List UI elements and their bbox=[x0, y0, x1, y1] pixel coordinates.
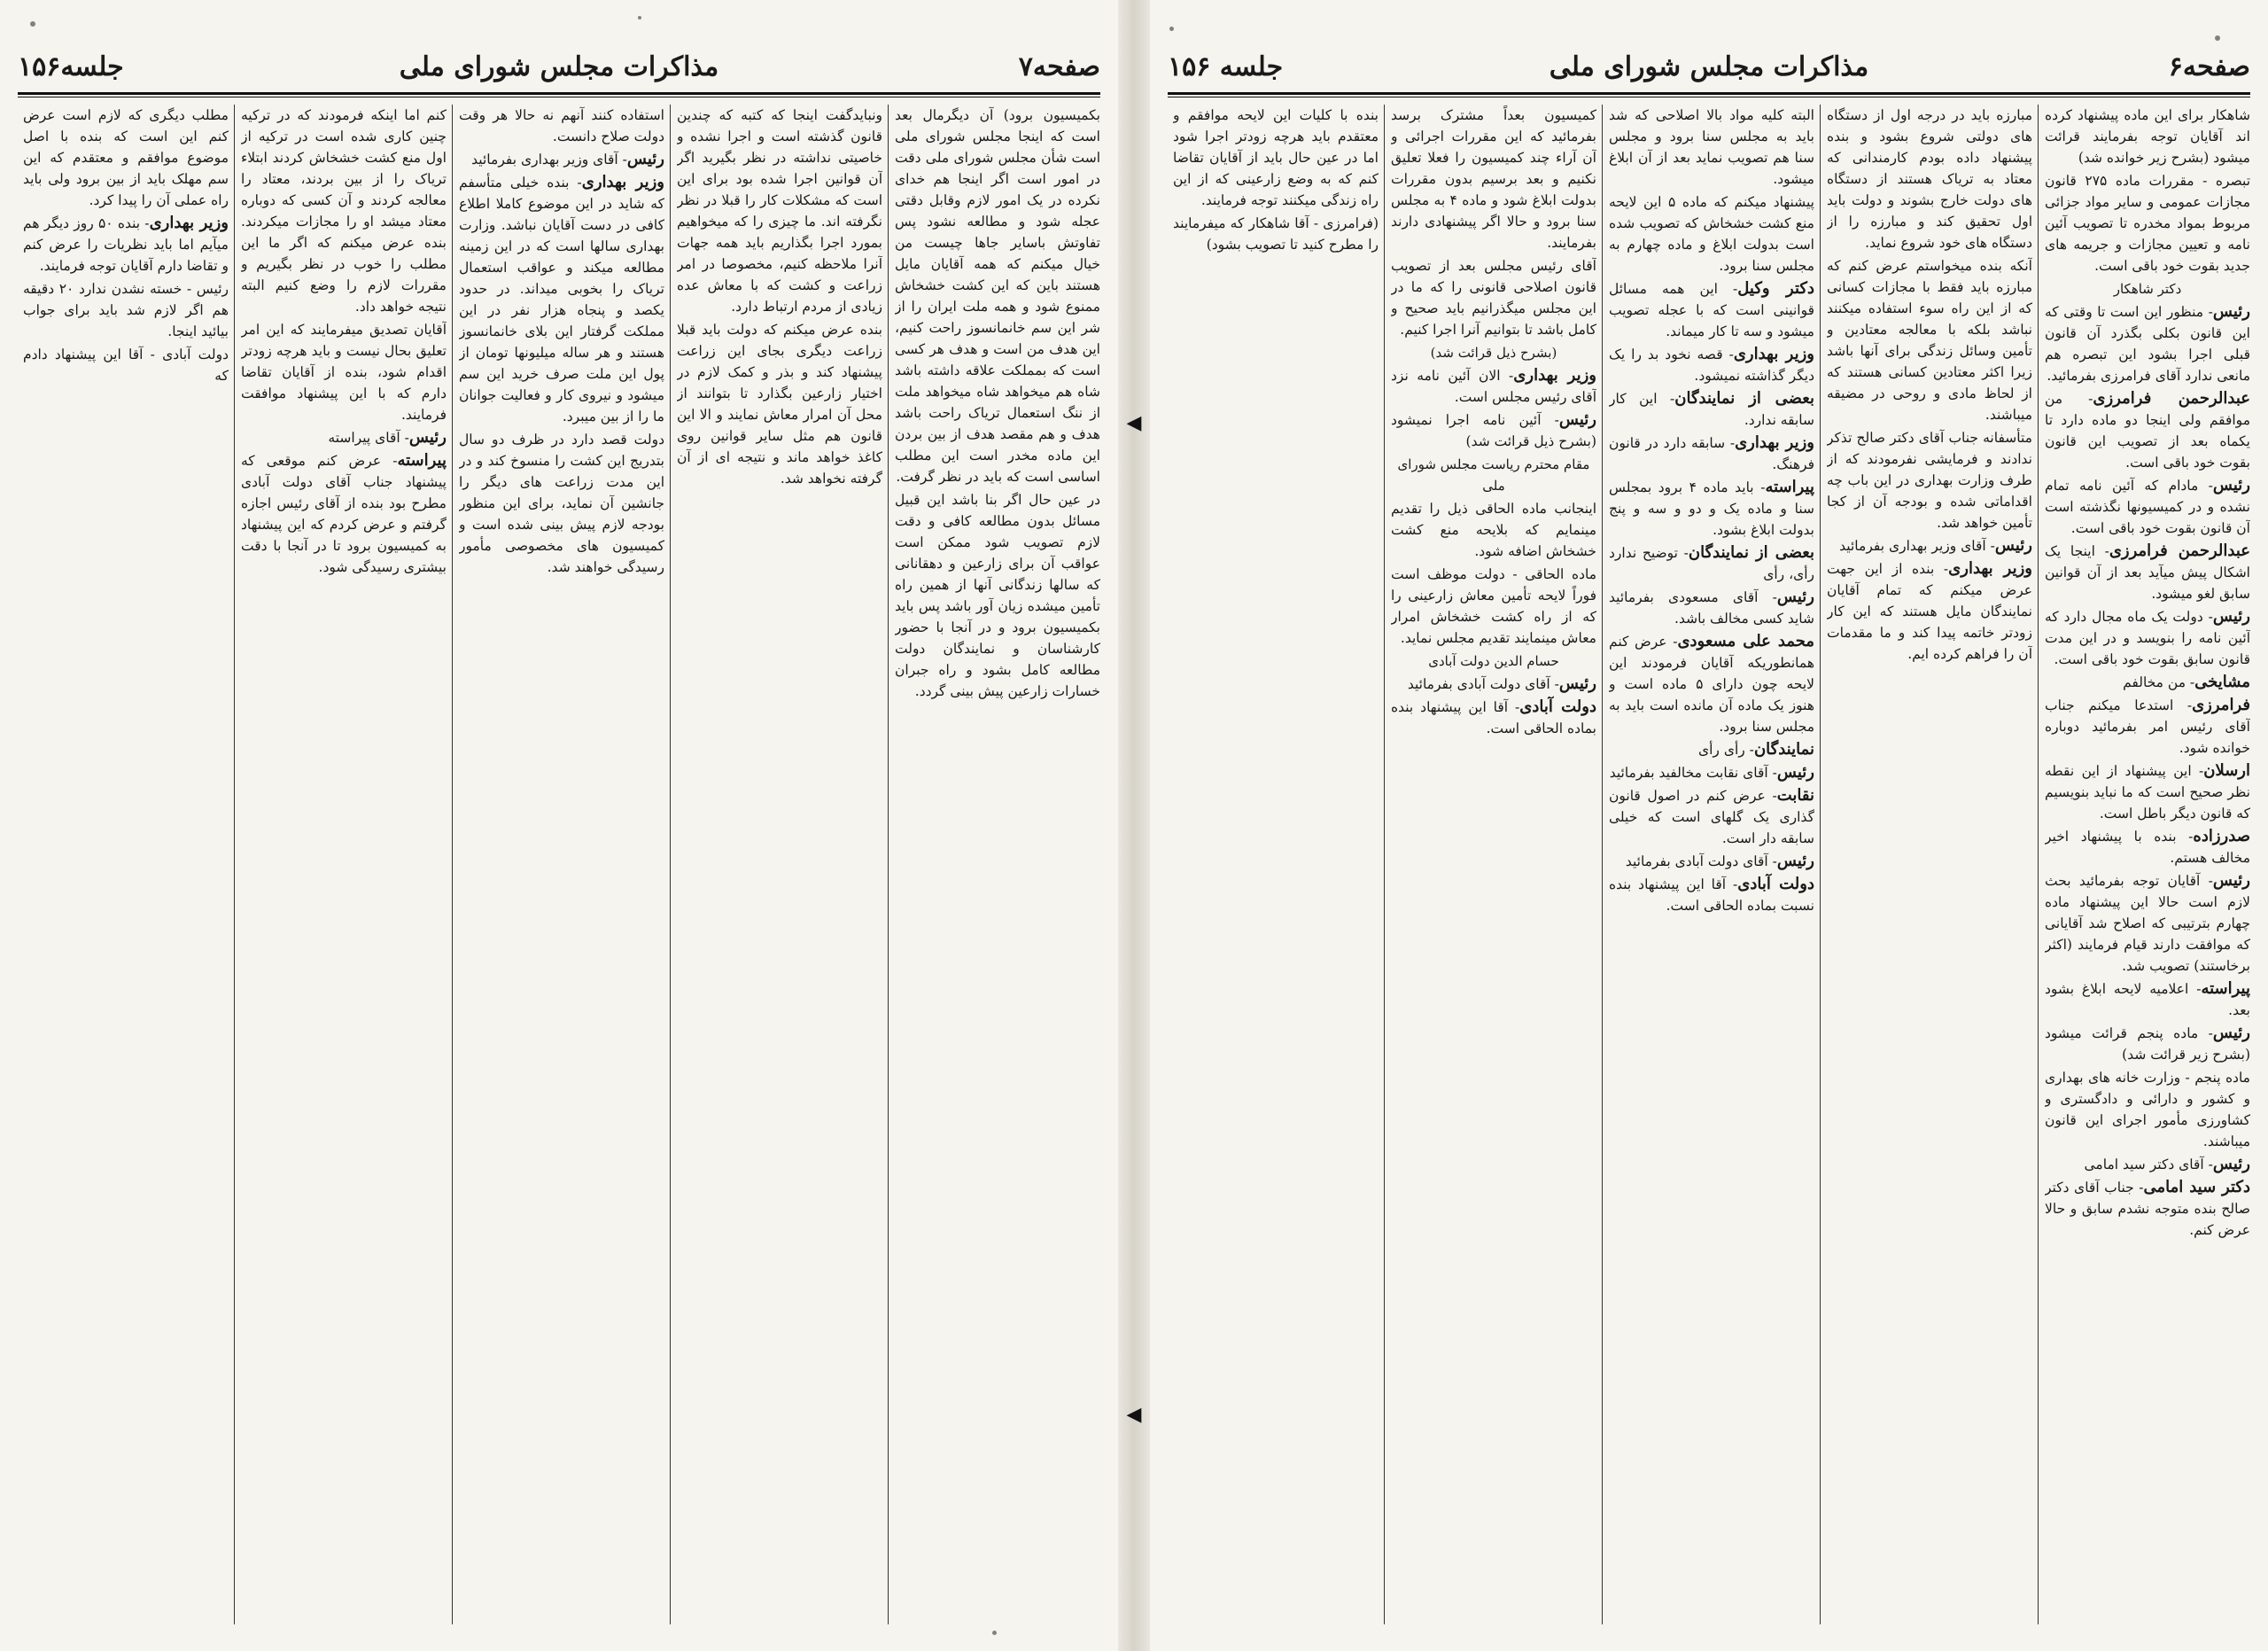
speaker-name: رئیس bbox=[1776, 763, 1814, 782]
speaker-name: پیراسته bbox=[1765, 478, 1814, 496]
text-column-2 bbox=[677, 105, 882, 1624]
column-divider bbox=[1384, 105, 1385, 1624]
paragraph-text: - آقای وزیر بهداری بفرمائید bbox=[471, 152, 627, 167]
paragraph bbox=[23, 278, 229, 342]
paragraph-text: - بنده با پیشنهاد اخیر مخالف هستم. bbox=[2045, 829, 2250, 866]
paragraph bbox=[677, 319, 882, 489]
paragraph bbox=[2045, 826, 2250, 868]
paragraph bbox=[241, 450, 447, 578]
speaker-name: صدرزاده bbox=[2193, 827, 2250, 845]
speaker-name: دولت آبادی bbox=[1737, 875, 1814, 893]
paragraph-text: - آقا این پیشنهاد بنده نسبت بماده الحاقی است. bbox=[1609, 876, 1814, 914]
paragraph-text: - آقای پیراسته bbox=[328, 430, 409, 446]
paragraph bbox=[1609, 105, 1814, 190]
column-divider bbox=[888, 105, 889, 1624]
footer-fragment: دولت آبادی - آقا این پیشنهاد دادم که bbox=[23, 347, 229, 384]
column-divider bbox=[2038, 105, 2039, 1624]
paragraph-text: - استدعا میکنم جناب آقای رئیس امر بفرمائید دوباره خوانده شود. bbox=[2045, 697, 2250, 756]
paragraph-text: - رأی رأی bbox=[1697, 742, 1754, 758]
paragraph bbox=[1391, 409, 1596, 452]
paragraph-text: - این کار سابقه ندارد. bbox=[1609, 391, 1814, 428]
speaker-name: وزیر بهداری bbox=[1735, 433, 1814, 452]
speaker-name: فرامرزی bbox=[2192, 696, 2250, 714]
paragraph bbox=[2045, 695, 2250, 759]
paragraph bbox=[1609, 542, 1814, 585]
paragraph-text: کنم اما اینکه فرمودند که در ترکیه چنین کاری شده است در ترکیه از اول منع کشت خشخاش کردند ابتلاء تریاک را از بین بردند، معتاد را معالجه کردند و آن کسی که دوباره معتاد میشد او را مجازات میکردند. بنده عرض میکنم که اگر ما این مطلب را خوب در نظر بگیریم و مقررات لازم را وضع کنیم البته نتیجه خواهد داد. bbox=[241, 107, 447, 315]
paragraph-text: - دولت یک ماه مجال دارد که آئین نامه را بنویسد و در این مدت قانون سابق بقوت خود باقی است. bbox=[2045, 609, 2250, 667]
paragraph bbox=[1827, 255, 2032, 425]
scan-speck bbox=[1169, 27, 1174, 31]
paragraph bbox=[2045, 606, 2250, 670]
paragraph bbox=[2045, 1023, 2250, 1065]
paragraph bbox=[2045, 870, 2250, 977]
paragraph-text: - اینجا یک اشکال پیش میآید بعد از آن قوانین سابق لغو میشود. bbox=[2045, 543, 2250, 602]
paragraph bbox=[1609, 739, 1814, 760]
column-divider bbox=[1820, 105, 1821, 1624]
paragraph-text: (فرامرزی - آقا شاهکار که میفرمایند را مطرح کنید تا تصویب بشود) bbox=[1173, 215, 1379, 253]
paragraph bbox=[459, 105, 664, 147]
session-number-label: جلسه ۱۵۶ bbox=[1168, 51, 1284, 82]
arrow-mark-icon: ◀ bbox=[1126, 1404, 1142, 1426]
speaker-name: عبدالرحمن فرامرزی bbox=[2109, 541, 2250, 560]
paragraph bbox=[23, 344, 229, 386]
paragraph bbox=[1609, 191, 1814, 276]
paragraph-text: تبصره - مقررات ماده ۲۷۵ قانون مجازات عمومی و سایر مواد جزائی مربوط بمواد مخدره تا تصویب آئین نامه و تعیین مجازات و جریمه های جدید بقوت خود باقی است. bbox=[2045, 173, 2250, 274]
paragraph bbox=[1609, 785, 1814, 849]
paragraph-text: آقایان تصدیق میفرمایند که این امر تعلیق بحال نیست و باید هرچه زودتر اقدام شود، بنده از آقایان تقاضا دارم که با این پیشنهاد موافقت فرمایند. bbox=[241, 322, 447, 423]
text-column-2 bbox=[1827, 105, 2032, 1624]
speaker-name: رئیس bbox=[626, 150, 664, 168]
right-page-header bbox=[1168, 46, 2250, 89]
paragraph bbox=[1609, 874, 1814, 916]
paragraph-text: مبارزه باید در درجه اول از دستگاه های دولتی شروع بشود و بنده پیشنهاد داده بودم کارمندانی که معتاد به تریاک هستند از دستگاه های دولت خارج بشوند و دولت باید اول تحقیق کند و مبارزه را از دستگاه های خود شروع نماید. bbox=[1827, 107, 2032, 251]
speaker-name: رئیس bbox=[2212, 607, 2250, 626]
speaker-name: عبدالرحمن فرامرزی bbox=[2093, 389, 2250, 408]
paragraph bbox=[895, 489, 1100, 702]
text-column-5 bbox=[23, 105, 229, 1624]
paragraph-text: - آقای دولت آبادی بفرمائید bbox=[1407, 676, 1559, 692]
speaker-name: رئیس bbox=[1994, 536, 2032, 555]
paragraph-text: (بشرح ذیل قرائت شد) bbox=[1430, 345, 1557, 361]
paragraph-text: بکمیسیون برود) آن دیگرمال بعد است که اینجا مجلس شورای ملی است شأن مجلس شورای ملی دقت در امور است اگر اینجا هم خدای نکرده در یک امور لازم وقابل دقتی عجله شود و مطالعه نشود پس تفاوتش باسایر جاها چیست من خیال میکنم که همه آقایان مایل هستند باین که این کشت خشخاش ممنوع شود و همه ملت ایران را از شر این سم خانمانسوز راحت کنیم، این هدف من است و هدف هر کسی است که بمملکت علاقه داشته باشد شاه هم میخواهد شاه میخواهد ملت از ننگ استعمال تریاک راحت باشد هدف و هم مقصد هدف از بین بردن این ماده مخدر است این مطلب اساسی است که باید در نظر گرفت. bbox=[895, 107, 1100, 485]
paragraph bbox=[1391, 650, 1596, 672]
paragraph-text: استفاده کنند آنهم نه حالا هر وقت دولت صلاح دانست. bbox=[459, 107, 664, 144]
left-page-header bbox=[18, 46, 1100, 89]
paragraph bbox=[2045, 388, 2250, 473]
text-column-1 bbox=[2045, 105, 2250, 1624]
paragraph-text: مطلب دیگری که لازم است عرض کنم این است که بنده با اصل موضوع موافقم و معتقدم که این سم مهلک باید از بین برود ولی باید راه عملی آن را پیدا کرد. bbox=[23, 107, 229, 208]
column-divider bbox=[452, 105, 453, 1624]
paragraph bbox=[459, 172, 664, 427]
speaker-name: دکتر سید امامی bbox=[2143, 1178, 2250, 1196]
speaker-name: دولت آبادی bbox=[1519, 697, 1596, 716]
paragraph bbox=[1391, 498, 1596, 562]
paragraph bbox=[2045, 1177, 2250, 1241]
paragraph-text: - عرض کنم در اصول قانون گذاری یک گلهای است که خیلی سابقه دار است. bbox=[1609, 788, 1814, 846]
paragraph bbox=[1173, 213, 1379, 255]
paragraph-text: - عرض کنم همانطوریکه آقایان فرمودند این لایحه چون دارای ۵ ماده است و هنوز یک ماده آن مانده است باید به مجلس سنا برود. bbox=[1609, 634, 1814, 735]
paragraph bbox=[1391, 342, 1596, 363]
masthead-title: مذاکرات مجلس شورای ملی bbox=[1549, 51, 1869, 82]
paragraph-text: - آقایان توجه بفرمائید بحث لازم است حالا این پیشنهاد ماده چهارم بترتیبی که اصلاح شد آقایانی که موافقت دارند قیام فرمایند (اکثر برخاستند) تصویب شد. bbox=[2045, 873, 2250, 974]
masthead-title: مذاکرات مجلس شورای ملی bbox=[399, 51, 719, 82]
paragraph-text: - توضیح ندارد رأی، رأی bbox=[1609, 545, 1814, 582]
paragraph-text: پیشنهاد میکنم که ماده ۵ این لایحه منع کشت خشخاش که تصویب شده است بدولت ابلاغ و ماده چهارم به مجلس سنا برود. bbox=[1609, 194, 1814, 274]
paragraph bbox=[1609, 344, 1814, 386]
paragraph bbox=[2045, 105, 2250, 168]
text-column-4 bbox=[1391, 105, 1596, 1624]
left-page-columns bbox=[18, 105, 1100, 1624]
paragraph-text: شاهکار برای این ماده پیشنهاد کرده اند آقایان توجه بفرمایند قرائت میشود (بشرح زیر خوانده شد) bbox=[2045, 107, 2250, 166]
paragraph-text: آقای رئیس مجلس بعد از تصویب قانون اصلاحی قانونی را که ما در این مجلس میگذرانیم باید صحیح و کامل باشد تا بتوانیم آنرا اجرا کنیم. bbox=[1391, 258, 1596, 338]
paragraph-text: حسام الدین دولت آبادی bbox=[1428, 653, 1559, 669]
paragraph bbox=[1391, 564, 1596, 649]
speaker-name: رئیس bbox=[2212, 1024, 2250, 1042]
footer-fragment: رئیس - خسته نشدن ندارد ۲۰ دقیقه هم اگر لازم شد باید برای جواب بیائید اینجا. bbox=[23, 281, 229, 339]
speaker-name: نقابت bbox=[1776, 786, 1814, 805]
page-number-label: صفحه۷ bbox=[1018, 51, 1100, 82]
paragraph bbox=[1391, 105, 1596, 253]
paragraph bbox=[895, 105, 1100, 487]
right-page-columns bbox=[1168, 105, 2250, 1624]
paragraph bbox=[459, 429, 664, 578]
paragraph bbox=[459, 149, 664, 170]
paragraph bbox=[23, 213, 229, 276]
paragraph bbox=[23, 105, 229, 211]
paragraph-text: دکتر شاهکار bbox=[2113, 281, 2182, 297]
paragraph-text: بنده با کلیات این لایحه موافقم و معتقدم باید هرچه زودتر اجرا شود اما در عین حال باید از آقایان تقاضا کنم که به وضع زارعینی که از این راه زندگی میکنند توجه فرمایند. bbox=[1173, 107, 1379, 208]
speaker-name: رئیس bbox=[1776, 588, 1814, 606]
speaker-name: وزیر بهداری bbox=[581, 173, 664, 191]
speaker-name: پیراسته bbox=[2201, 979, 2250, 998]
paragraph-text: - قصه نخود بد را یک دیگر گذاشته نمیشود. bbox=[1609, 347, 1814, 384]
column-divider bbox=[1602, 105, 1603, 1624]
speaker-name: رئیس bbox=[408, 428, 447, 447]
paragraph bbox=[677, 105, 882, 317]
speaker-name: بعضی از نمایندگان bbox=[1674, 389, 1814, 408]
paragraph bbox=[2045, 278, 2250, 300]
speaker-name: ارسلان bbox=[2203, 761, 2250, 780]
speaker-name: رئیس bbox=[1558, 674, 1596, 693]
text-column-1 bbox=[895, 105, 1100, 1624]
paragraph-text: - آقای مسعودی بفرمائید شاید کسی مخالف باشد. bbox=[1609, 589, 1814, 627]
paragraph bbox=[241, 319, 447, 425]
paragraph-text: - سابقه دارد در قانون فرهنگ. bbox=[1609, 435, 1814, 472]
paragraph-text: - عرض کنم موقعی که پیشنهاد جناب آقای دولت آبادی مطرح بود بنده از آقای رئیس اجازه گرفتم و عرض کردم که این پیشنهاد به کمیسیون برود تا در آنجا با دقت بیشتری رسیدگی شود. bbox=[241, 453, 447, 575]
speaker-name: مشایخی bbox=[2194, 673, 2250, 691]
paragraph bbox=[1609, 432, 1814, 475]
paragraph-text: بنده عرض میکنم که دولت باید قبلا زراعت دیگری بجای این زراعت پیشنهاد کند و بذر و کمک لازم در اختیار زارعین بگذارد تا بتوانند از محل آن امرار معاش نمایند و الا این قانون هم مثل سایر قوانین روی کاغذ خواهد ماند و نتیجه ای از آن گرفته نخواهد شد. bbox=[677, 322, 882, 487]
paragraph bbox=[1827, 427, 2032, 533]
paragraph-text: - من موافقم ولی اینجا دو ماده دارد تا یکماه بعد از تصویب این قانون بقوت خود باقی است. bbox=[2045, 391, 2250, 471]
paragraph-text: - آقای دکتر سید امامی bbox=[2084, 1156, 2213, 1172]
paragraph-text: ونبایدگفت اینجا که کتبه که چندین قانون گذشته است و اجرا نشده و خاصیتی نداشته در نظر بگیرید اگر آن قوانین اجرا شده بود برای این است که مشکلات کار را قبلا در نظر نگرفته اند. ما چیزی را که میخواهیم بمورد اجرا بگذاریم باید همه جهات آنرا ملاحظه کنیم، مخصوصا در امر زراعت و کشت که با معاش عده زیادی از مردم ارتباط دارد. bbox=[677, 107, 882, 315]
paragraph-text: - آقای نقابت مخالفید بفرمائید bbox=[1609, 765, 1777, 781]
paragraph bbox=[2045, 1067, 2250, 1152]
paragraph-text: مقام محترم ریاست مجلس شورای ملی bbox=[1397, 456, 1590, 494]
paragraph-text: دولت قصد دارد در ظرف دو سال بتدریج این کشت را منسوخ کند و در این مدت زراعت های دیگر را جانشین آن نماید، برای این منظور بودجه لازم پیش بینی شده است و کمیسیون های مخصوصی مأمور رسیدگی خواهند شد. bbox=[459, 432, 664, 575]
paragraph bbox=[241, 105, 447, 317]
paragraph-text: - آقا این پیشنهاد بنده بماده الحاقی است. bbox=[1391, 699, 1596, 736]
paragraph bbox=[2045, 1154, 2250, 1175]
page-number-label: صفحه۶ bbox=[2168, 51, 2250, 82]
paragraph-text: - این همه مسائل قوانینی است که با عجله تصویب میشود و سه تا کار میماند. bbox=[1609, 281, 1814, 339]
speaker-name: رئیس bbox=[2212, 476, 2250, 495]
paragraph bbox=[1827, 105, 2032, 253]
scan-speck bbox=[638, 16, 641, 19]
binding-gutter bbox=[1118, 0, 1150, 1651]
text-column-3 bbox=[1609, 105, 1814, 1624]
column-divider bbox=[670, 105, 671, 1624]
text-column-3 bbox=[459, 105, 664, 1624]
scan-speck bbox=[2215, 35, 2220, 41]
paragraph-text: - بنده ۵۰ روز دیگر هم میآیم اما باید نظریات را عرض کنم و تقاضا دارم آقایان توجه فرمایند. bbox=[23, 215, 229, 274]
paragraph-text: - مادام که آئین نامه تمام نشده و در کمیسیونها نگذشته است آن قانون بقوت خود باقی است. bbox=[2045, 478, 2250, 536]
paragraph-text: - من مخالفم bbox=[2123, 674, 2195, 690]
text-column-5 bbox=[1173, 105, 1379, 1624]
header-rule bbox=[18, 92, 1100, 95]
speaker-name: وزیر بهداری bbox=[149, 214, 229, 232]
speaker-name: رئیس bbox=[2212, 871, 2250, 890]
right-page bbox=[1150, 0, 2268, 1651]
speaker-name: پیراسته bbox=[397, 451, 447, 470]
paragraph-text: اینجانب ماده الحاقی ذیل را تقدیم مینمایم که بلایحه منع کشت خشخاش اضافه شود. bbox=[1391, 501, 1596, 559]
paragraph-text: - اعلامیه لایحه ابلاغ بشود بعد. bbox=[2045, 981, 2250, 1018]
paragraph bbox=[1391, 454, 1596, 496]
paragraph-text: - منظور این است تا وقتی که این قانون بکلی بگذرد آن قانون قبلی اجرا بشود این تبصره هم مانعی ندارد آقای فرامرزی بفرمائید. bbox=[2045, 304, 2250, 384]
paragraph bbox=[1609, 631, 1814, 737]
paragraph bbox=[1609, 278, 1814, 342]
paragraph-text: آنکه بنده میخواستم عرض کنم که مبارزه باید فقط با مجازات کسانی که از این راه سوء استفاده میکنند نباشد بلکه با معالجه معتادین و تأمین وسائل زندگی برای آنها باشد زیرا اکثر معتادین کسانی هستند که از لحاظ مادی و روحی در مضیقه میباشند. bbox=[1827, 258, 2032, 423]
session-number-label: جلسه۱۵۶ bbox=[18, 51, 124, 82]
paragraph bbox=[1609, 388, 1814, 431]
arrow-mark-icon: ◀ bbox=[1126, 412, 1142, 434]
paragraph-text: - بنده خیلی متأسفم که شاید در این موضوع کاملا اطلاع کافی در دست آقایان نباشد. وزارت بهداری سالها است که در این زمینه مطالعه میکند و عواقب استعمال تریاک را بخوبی میداند. در حدود یکصد و پنجاه هزار نفر در این مملکت گرفتار این بلای خانمانسوز هستند و هر ساله میلیونها تومان از پول این ملت صرف خرید این سم میشود و نیروی کار و فعالیت جوانان ما را از بین میبرد. bbox=[459, 175, 664, 424]
speaker-name: محمد علی مسعودی bbox=[1677, 632, 1814, 650]
paragraph bbox=[1391, 697, 1596, 739]
paragraph bbox=[2045, 978, 2250, 1021]
paragraph bbox=[241, 427, 447, 448]
paragraph-text: در عین حال اگر بنا باشد این قبیل مسائل بدون مطالعه کافی و دقت لازم تصویب شود ممکن است عواقب آن برای زارعین و دهقانانی که سالها زندگانی آنها از همین راه تأمین میشده زیان آور باشد پس باید بکمیسیون برود و در آنجا با حضور کارشناسان و نمایندگان دولت مطالعه کامل بشود و راه جبران خسارات زارعین پیش بینی گردد. bbox=[895, 492, 1100, 699]
paragraph bbox=[1609, 762, 1814, 783]
paragraph-text: - آقای دولت آبادی بفرمائید bbox=[1625, 853, 1777, 869]
paragraph bbox=[2045, 760, 2250, 824]
paragraph bbox=[2045, 301, 2250, 386]
paragraph bbox=[2045, 672, 2250, 693]
paragraph-text: - آئین نامه اجرا نمیشود (بشرح ذیل قرائت شد) bbox=[1391, 412, 1596, 449]
paragraph-text: - آقای وزیر بهداری بفرمائید bbox=[1839, 538, 1995, 554]
paragraph-text: - باید ماده ۴ برود بمجلس سنا و ماده یک و دو و سه و پنج بدولت ابلاغ بشود. bbox=[1609, 479, 1814, 538]
speaker-name: رئیس bbox=[2212, 1155, 2250, 1173]
speaker-name: بعضی از نمایندگان bbox=[1688, 543, 1814, 562]
scan-speck bbox=[992, 1631, 997, 1635]
paragraph bbox=[1391, 674, 1596, 695]
paragraph bbox=[2045, 170, 2250, 276]
paragraph-text: البته کلیه مواد بالا اصلاحی که شد باید به مجلس سنا برود و مجلس سنا هم تصویب نماید بعد از آن ابلاغ میشود. bbox=[1609, 107, 1814, 187]
paragraph bbox=[1609, 851, 1814, 872]
speaker-name: رئیس bbox=[1776, 852, 1814, 870]
scan-speck bbox=[30, 21, 35, 27]
paragraph-text: متأسفانه جناب آقای دکتر صالح تذکر ندادند و فرمایشی نفرمودند که از طرف وزارت بهداری در این باب چه اقداماتی شده و بودجه آن از کجا تأمین خواهد شد. bbox=[1827, 430, 2032, 531]
paragraph-text: - جناب آقای دکتر صالح بنده متوجه نشدم سابق و حالا عرض کنم. bbox=[2045, 1180, 2250, 1238]
paragraph bbox=[1609, 587, 1814, 629]
paragraph-text: - این پیشنهاد از این نقطه نظر صحیح است که ما نباید بنویسیم که قانون دیگر باطل است. bbox=[2045, 763, 2250, 822]
text-column-4 bbox=[241, 105, 447, 1624]
paragraph bbox=[2045, 475, 2250, 539]
paragraph bbox=[1391, 255, 1596, 340]
paragraph-text: ماده پنجم - وزارت خانه های بهداری و کشور و دارائی و دادگستری و کشاورزی مأمور اجرای این قانون میباشند. bbox=[2045, 1070, 2250, 1149]
speaker-name: نمایندگان bbox=[1753, 740, 1814, 759]
paragraph bbox=[1173, 105, 1379, 211]
speaker-name: رئیس bbox=[1558, 410, 1596, 429]
speaker-name: وزیر بهداری bbox=[1513, 366, 1596, 385]
speaker-name: رئیس bbox=[2212, 302, 2250, 321]
paragraph bbox=[2045, 541, 2250, 604]
speaker-name: وزیر بهداری bbox=[1948, 559, 2032, 578]
header-rule bbox=[1168, 92, 2250, 95]
paragraph-text: - ماده پنجم قرائت میشود (بشرح زیر قرائت شد) bbox=[2045, 1025, 2250, 1063]
speaker-name: وزیر بهداری bbox=[1733, 345, 1814, 363]
paragraph-text: - بنده از این جهت عرض میکنم که تمام آقایان نمایندگان مایل هستند که این کار زودتر خاتمه پیدا کند و ما مقدمات آن را فراهم کرده ایم. bbox=[1827, 561, 2032, 662]
paragraph bbox=[1391, 365, 1596, 408]
paragraph-text: - الان آئین نامه نزد آقای رئیس مجلس است. bbox=[1391, 368, 1596, 405]
paragraph-text: کمیسیون بعداً مشترک برسد بفرمائید که این مقررات اجرائی و آن آراء چند کمیسیون را فعلا تعلیق نکنیم و بعد برسیم بدون مقررات بدولت ابلاغ شود و ماده ۴ به مجلس سنا برود و حالا اگر پیشنهادی دارند بفرمایند. bbox=[1391, 107, 1596, 251]
left-page bbox=[0, 0, 1118, 1651]
paragraph bbox=[1609, 477, 1814, 541]
paragraph-text: ماده الحاقی - دولت موظف است فوراً لایحه تأمین معاش زارعینی را که از راه کشت خشخاش امرار معاش مینمایند تقدیم مجلس نماید. bbox=[1391, 566, 1596, 646]
paragraph bbox=[1827, 535, 2032, 557]
column-divider bbox=[234, 105, 235, 1624]
paragraph bbox=[1827, 558, 2032, 665]
speaker-name: دکتر وکیل bbox=[1737, 279, 1814, 298]
